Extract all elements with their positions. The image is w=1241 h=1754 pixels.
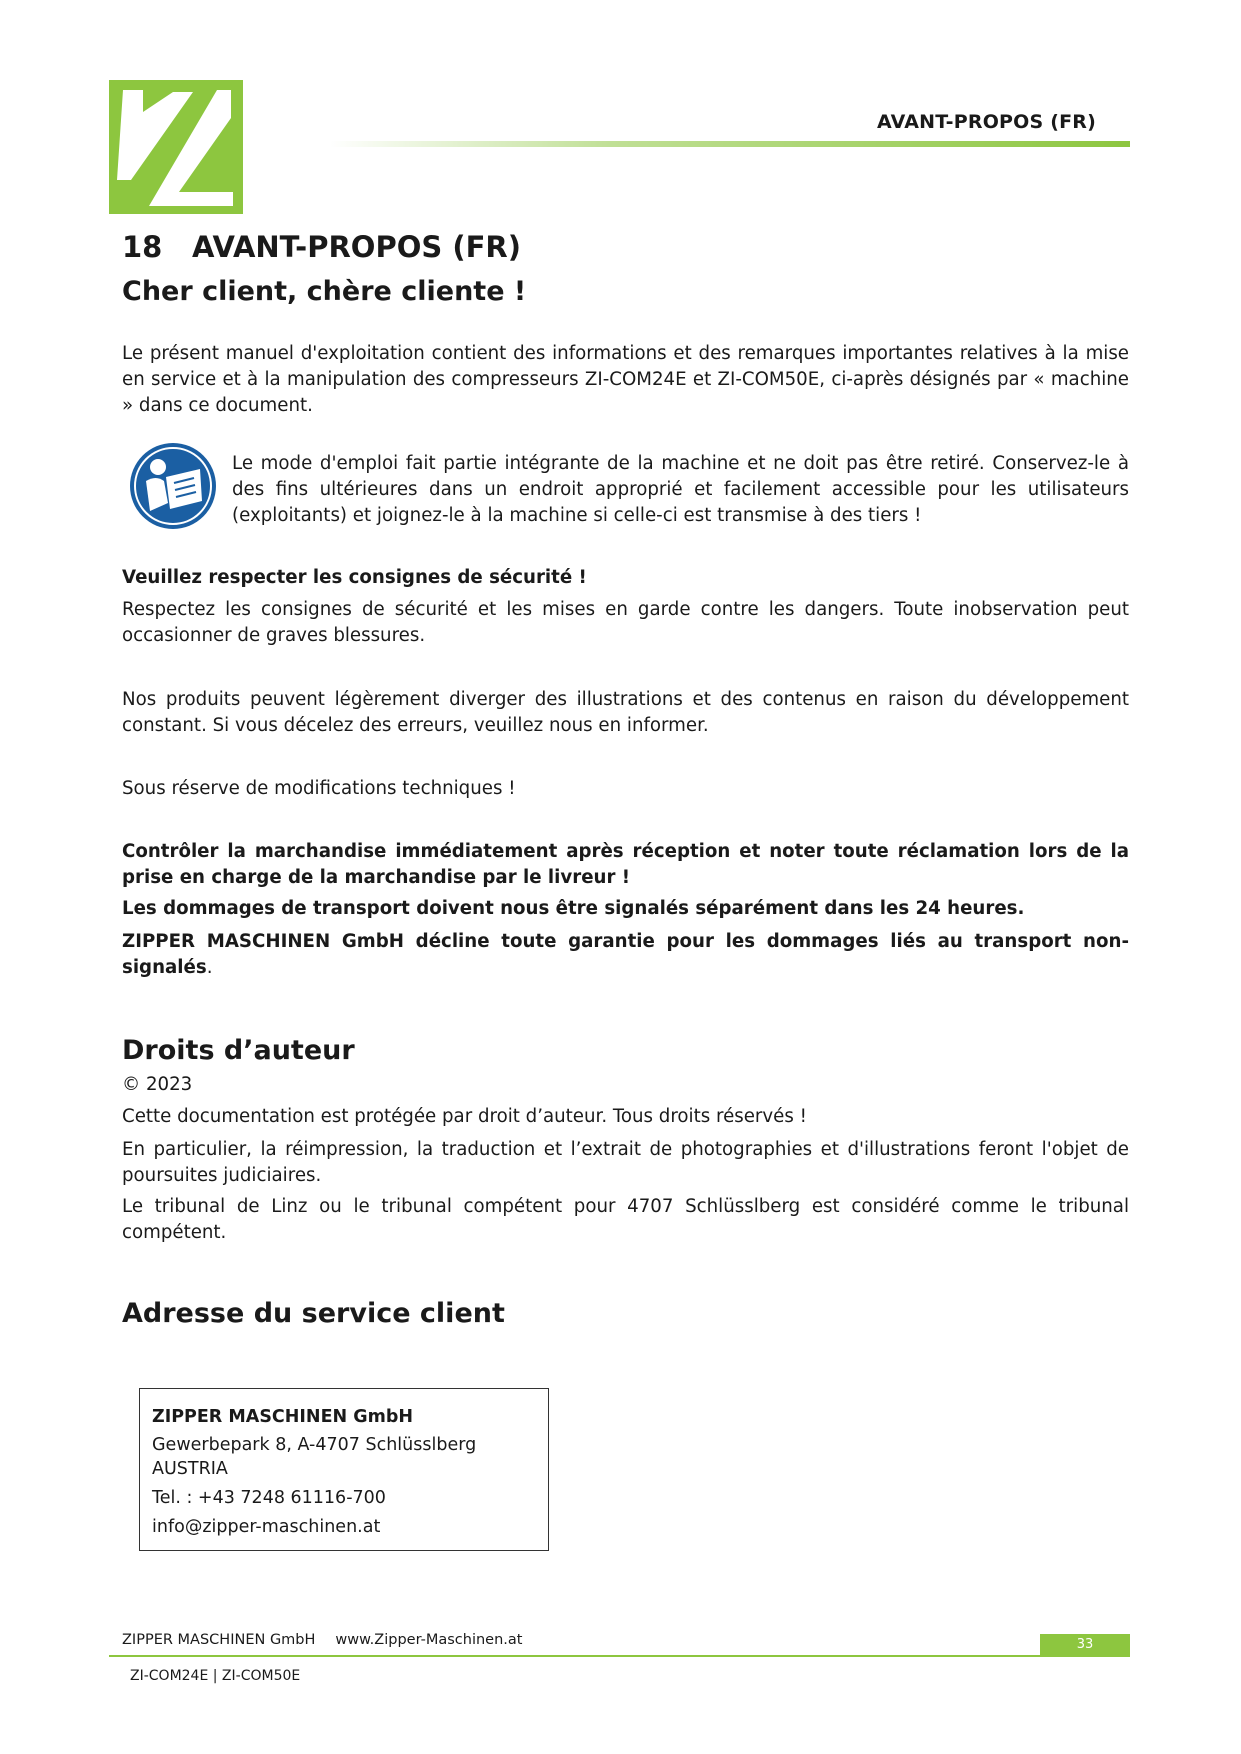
footer-info <box>122 1632 522 1648</box>
copyright-reproduction: En particulier, la réimpression, la traduction et l’extrait de photographies et d'illustrations feront l'objet de poursuites judiciaires. <box>122 1139 1129 1186</box>
zipper-logo <box>109 80 243 214</box>
footer-divider <box>109 1655 1130 1657</box>
check-text: Contrôler la marchandise immédiatement après réception et noter toute réclamation lors de la prise en charge de la marchandise par le livreur ! <box>122 841 1129 888</box>
reserve-text: Sous réserve de modifications techniques ! <box>122 778 516 799</box>
address-country: AUSTRIA <box>152 1459 228 1479</box>
footer-company: ZIPPER MASCHINEN GmbH <box>122 1632 316 1648</box>
page-number: 33 <box>1040 1634 1130 1655</box>
address-street: Gewerbepark 8, A-4707 Schlüsslberg <box>152 1435 477 1455</box>
notice-text: Le mode d'emploi fait partie intégrante de la machine et ne doit pas être retiré. Conservez-le à des fins ultérieures dans un endroit approprié et facilement accessible pour les utilisateurs (exploitants) et joignez-le à la machine si celle-ci est transmise à des tiers ! <box>232 453 1129 526</box>
manual-notice <box>122 441 1129 531</box>
section-title-text: AVANT-PROPOS (FR) <box>192 230 521 264</box>
garantie-text <box>122 929 1129 981</box>
greeting: Cher client, chère cliente ! <box>122 276 527 307</box>
copyright-heading: Droits d’auteur <box>122 1035 355 1066</box>
page-content <box>122 230 1129 1329</box>
copyright-year: © 2023 <box>122 1074 193 1095</box>
section-title <box>122 230 1129 264</box>
address-email[interactable]: info@zipper-maschinen.at <box>152 1517 381 1537</box>
footer-models: ZI-COM24E | ZI-COM50E <box>130 1668 301 1684</box>
section-number: 18 <box>122 230 163 264</box>
products-text: Nos produits peuvent légèrement diverger des illustrations et des contenus en raison du développement constant. Si vous décelez des erreurs, veuillez nous en informer. <box>122 689 1129 736</box>
header-divider <box>330 141 1130 147</box>
copyright-protected: Cette documentation est protégée par droit d’auteur. Tous droits réservés ! <box>122 1106 807 1127</box>
safety-text: Respectez les consignes de sécurité et les mises en garde contre les dangers. Toute inobservation peut occasionner de graves blessures. <box>122 599 1129 646</box>
intro-paragraph: Le présent manuel d'exploitation contient des informations et des remarques importantes relatives à la mise en service et à la manipulation des compresseurs ZI-COM24E et ZI-COM50E, ci-après désignés par « machine » dans ce document. <box>122 343 1129 416</box>
header-title: AVANT-PROPOS (FR) <box>877 111 1096 133</box>
read-manual-icon <box>128 441 218 531</box>
footer-website[interactable]: www.Zipper-Maschinen.at <box>335 1632 523 1648</box>
address-phone: Tel. : +43 7248 61116-700 <box>152 1488 386 1508</box>
service-heading: Adresse du service client <box>122 1298 505 1329</box>
address-company: ZIPPER MASCHINEN GmbH <box>152 1407 414 1427</box>
safety-heading: Veuillez respecter les consignes de sécurité ! <box>122 567 587 588</box>
address-box <box>139 1388 549 1551</box>
transport-text: Les dommages de transport doivent nous être signalés séparément dans les 24 heures. <box>122 898 1025 919</box>
copyright-tribunal: Le tribunal de Linz ou le tribunal compétent pour 4707 Schlüsslberg est considéré comme le tribunal compétent. <box>122 1196 1129 1243</box>
garantie-period: . <box>206 957 213 978</box>
garantie-bold: ZIPPER MASCHINEN GmbH décline toute garantie pour les dommages liés au transport non-signalés <box>122 931 1129 978</box>
